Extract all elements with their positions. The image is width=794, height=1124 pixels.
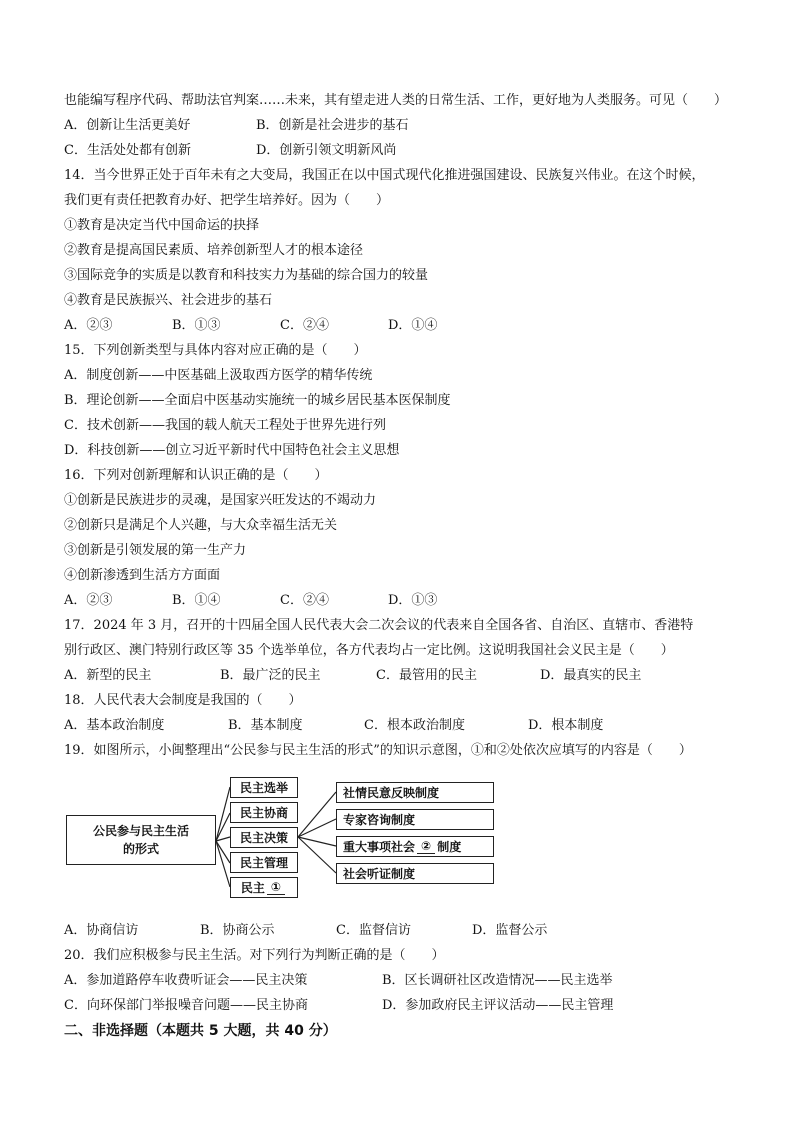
q16-option-a[interactable]: A．②③ (64, 593, 113, 608)
q14-option-c[interactable]: C．②④ (280, 318, 329, 333)
diagram-system-expert: 专家咨询制度 (336, 809, 494, 830)
q17-stem-line2: 别行政区、澳门特别行政区等 35 个选举单位，各方代表均占一定比例。这说明我国社会义民主是（ ） (64, 643, 674, 658)
q19-option-c[interactable]: C．监督信访 (336, 923, 411, 938)
diagram-system-opinion: 社情民意反映制度 (336, 782, 494, 803)
q20-stem: 20．我们应积极参与民主生活。对下列行为判断正确的是（ ） (64, 948, 445, 963)
q17-option-c[interactable]: C．最管用的民主 (376, 668, 477, 683)
q16-stem: 16．下列对创新理解和认识正确的是（ ） (64, 468, 328, 483)
q19-options (64, 918, 738, 943)
q14-option-d[interactable]: D．①④ (388, 318, 438, 333)
q13-option-a[interactable]: A．创新让生活更美好 (64, 118, 191, 133)
diagram-root-box (66, 815, 216, 865)
q14-stem-line2: 我们更有责任把教育办好、把学生培养好。因为（ ） (64, 193, 390, 208)
q20-option-c[interactable]: C．向环保部门举报噪音问题——民主协商 (64, 998, 308, 1013)
q15-option-a[interactable]: A．制度创新——中医基础上汲取西方医学的精华传统 (64, 368, 373, 383)
diagram-form5-prefix: 民主 (240, 881, 265, 895)
section-two-heading: 二、非选择题（本题共 5 大题，共 40 分） (64, 1023, 337, 1039)
q18-stem: 18．人民代表大会制度是我国的（ ） (64, 693, 302, 708)
q20-option-d[interactable]: D．参加政府民主评议活动——民主管理 (382, 998, 614, 1013)
q18-option-c[interactable]: C．根本政治制度 (364, 718, 465, 733)
q15-stem: 15．下列创新类型与具体内容对应正确的是（ ） (64, 343, 367, 358)
q20-option-a[interactable]: A．参加道路停车收费听证会——民主决策 (64, 973, 308, 988)
q15-option-d[interactable]: D．科技创新——创立习近平新时代中国特色社会主义思想 (64, 443, 400, 458)
q14-stem-line1: 14．当今世界正处于百年未有之大变局，我国正在以中国式现代化推进强国建设、民族复兴伟业。在这个时候， (64, 168, 705, 183)
diagram-root-line2: 的形式 (122, 842, 159, 856)
diagram-root-line1: 公民参与民主生活 (92, 824, 189, 838)
q14-item-4: ④教育是民族振兴、社会进步的基石 (64, 293, 273, 308)
q20-option-b[interactable]: B．区长调研社区改造情况——民主选举 (382, 973, 613, 988)
q16-item-2: ②创新只是满足个人兴趣，与大众幸福生活无关 (64, 518, 338, 533)
q13-stem-tail: 也能编写程序代码、帮助法官判案……未来，其有望走进人类的日常生活、工作，更好地为人类服务。可见（ ） (64, 93, 728, 108)
q14-option-a[interactable]: A．②③ (64, 318, 113, 333)
diagram-form-decision: 民主决策 (230, 827, 298, 848)
question-content (64, 88, 738, 1044)
diagram-blank2-marker: ② (417, 839, 435, 854)
q20-options-row1 (64, 968, 738, 993)
diagram-system-hearing: 社会听证制度 (336, 863, 494, 884)
q16-item-1: ①创新是民族进步的灵魂，是国家兴旺发达的不竭动力 (64, 493, 377, 508)
q14-option-b[interactable]: B．①③ (172, 318, 221, 333)
q13-options-row2 (64, 138, 738, 163)
diagram-blank1-marker: ① (267, 880, 285, 895)
q20-options-row2 (64, 993, 738, 1018)
q15-option-b[interactable]: B．理论创新——全面启中医基动实施统一的城乡居民基本医保制度 (64, 393, 451, 408)
diagram-system-blank2 (336, 836, 494, 857)
diagram-sys3-prefix: 重大事项社会 (343, 840, 416, 854)
q17-option-a[interactable]: A．新型的民主 (64, 668, 152, 683)
q18-option-a[interactable]: A．基本政治制度 (64, 718, 165, 733)
q19-stem: 19．如图所示，小闽整理出“公民参与民主生活的形式”的知识示意图，①和②处依次应填写的内容是（ ） (64, 743, 692, 758)
diagram-form-election: 民主选举 (230, 777, 298, 798)
q17-options (64, 663, 738, 688)
q15-option-c[interactable]: C．技术创新——我国的载人航天工程处于世界先进行列 (64, 418, 386, 433)
q19-option-a[interactable]: A．协商信访 (64, 923, 139, 938)
diagram-form-blank1 (230, 877, 298, 898)
diagram-sys3-suffix: 制度 (437, 840, 462, 854)
q17-option-d[interactable]: D．最真实的民主 (540, 668, 642, 683)
q18-option-d[interactable]: D．根本制度 (528, 718, 604, 733)
participation-diagram (64, 769, 504, 914)
q16-item-4: ④创新渗透到生活方方面面 (64, 568, 221, 583)
q14-item-3: ③国际竞争的实质是以教育和科技实力为基础的综合国力的较量 (64, 268, 429, 283)
q16-option-d[interactable]: D．①③ (388, 593, 438, 608)
q13-option-b[interactable]: B．创新是社会进步的基石 (256, 118, 409, 133)
q13-options-row1 (64, 113, 738, 138)
q14-options (64, 313, 738, 338)
q13-option-c[interactable]: C．生活处处都有创新 (64, 143, 191, 158)
q13-option-d[interactable]: D．创新引领文明新风尚 (256, 143, 397, 158)
q14-item-1: ①教育是决定当代中国命运的抉择 (64, 218, 260, 233)
q19-option-b[interactable]: B．协商公示 (200, 923, 275, 938)
q17-stem-line1: 17．2024 年 3 月，召开的十四届全国人民代表大会二次会议的代表来自全国各省、自治区、直辖市、香港特 (64, 618, 694, 633)
diagram-form-consultation: 民主协商 (230, 802, 298, 823)
q17-option-b[interactable]: B．最广泛的民主 (220, 668, 321, 683)
q18-option-b[interactable]: B．基本制度 (228, 718, 303, 733)
diagram-form-management: 民主管理 (230, 852, 298, 873)
q19-option-d[interactable]: D．监督公示 (472, 923, 548, 938)
q16-option-b[interactable]: B．①④ (172, 593, 221, 608)
q14-item-2: ②教育是提高国民素质、培养创新型人才的根本途径 (64, 243, 364, 258)
q16-options (64, 588, 738, 613)
q18-options (64, 713, 738, 738)
q16-option-c[interactable]: C．②④ (280, 593, 329, 608)
q16-item-3: ③创新是引领发展的第一生产力 (64, 543, 247, 558)
